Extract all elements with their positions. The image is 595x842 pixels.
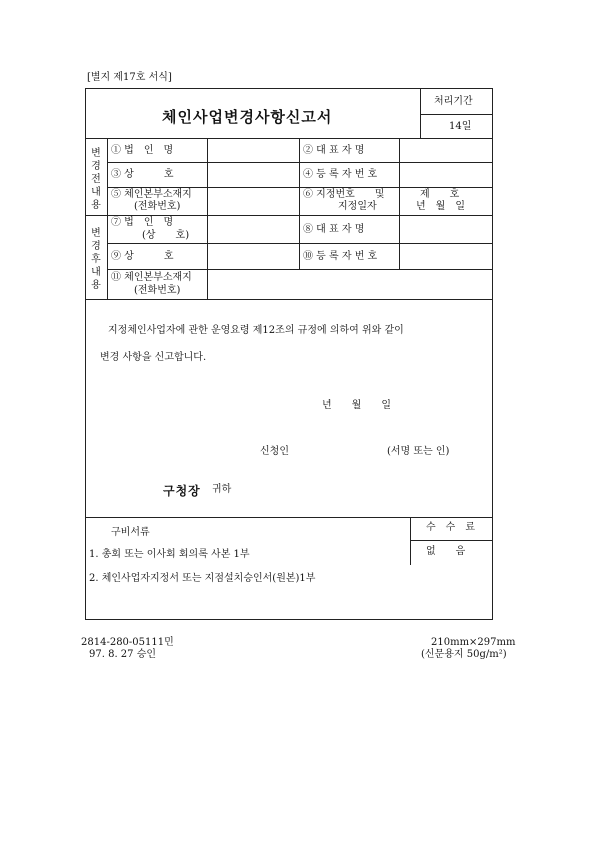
recipient-honorific: 귀하 bbox=[212, 484, 232, 495]
declaration-date: 년 월 일 bbox=[322, 400, 391, 411]
field-hq-address: ⑤ 체인본부소재지 bbox=[111, 189, 192, 200]
field-designation-date: 지정일자 bbox=[338, 201, 377, 212]
declaration-line-2: 변경 사항을 신고합니다. bbox=[100, 352, 207, 363]
fee-label: 수 수 료 bbox=[426, 522, 475, 533]
required-doc-2: 2. 체인사업자지정서 또는 지점설치승인서(원본)1부 bbox=[89, 573, 316, 584]
field-designation-number: ⑥ 지정번호 및 bbox=[303, 189, 385, 200]
processing-period-label: 처리기간 bbox=[434, 96, 473, 107]
form-number-label: [별지 제17호 서식] bbox=[87, 72, 172, 83]
processing-period-value: 14일 bbox=[449, 121, 472, 132]
field-new-hq-phone: (전화번호) bbox=[134, 285, 181, 296]
designation-date-value: 년 월 일 bbox=[416, 201, 465, 212]
field-new-trade-name: ⑨ 상 호 bbox=[111, 251, 174, 262]
applicant-label: 신청인 bbox=[260, 446, 289, 457]
paper-size: 210mm×297mm bbox=[431, 637, 516, 648]
field-hq-phone: (전화번호) bbox=[134, 201, 181, 212]
field-new-registration-number: ⑩ 등 록 자 번 호 bbox=[303, 251, 378, 262]
field-trade-name: ③ 상 호 bbox=[111, 169, 174, 180]
field-new-hq-address: ⑪ 체인본부소재지 bbox=[111, 272, 192, 283]
fee-value: 없 음 bbox=[426, 546, 466, 557]
form-title: 체인사업변경사항신고서 bbox=[162, 108, 333, 126]
declaration-line-1: 지정체인사업자에 관한 운영요령 제12조의 규정에 의하여 위와 같이 bbox=[108, 325, 404, 336]
section-before-label: 변 경 전 내 용 bbox=[91, 148, 101, 211]
field-new-trade-name-sub: (상 호) bbox=[142, 230, 190, 241]
designation-number-value: 제 호 bbox=[420, 189, 460, 200]
field-registration-number: ④ 등 록 자 번 호 bbox=[303, 169, 378, 180]
field-representative-name: ② 대 표 자 명 bbox=[303, 145, 365, 156]
field-new-representative-name: ⑧ 대 표 자 명 bbox=[303, 224, 365, 235]
form-code: 2814-280-05111민 bbox=[81, 637, 174, 648]
field-corporation-name: ① 법 인 명 bbox=[111, 145, 174, 156]
required-docs-title: 구비서류 bbox=[111, 527, 150, 538]
section-after-label: 변 경 후 내 용 bbox=[91, 228, 101, 291]
recipient-title: 구청장 bbox=[163, 484, 201, 498]
field-new-corporation-name: ⑦ 법 인 명 bbox=[111, 217, 174, 228]
signature-label: (서명 또는 인) bbox=[387, 446, 450, 457]
required-doc-1: 1. 총회 또는 이사회 회의록 사본 1부 bbox=[89, 549, 250, 560]
approval-date: 97. 8. 27 승인 bbox=[89, 649, 157, 660]
paper-spec: (신문용지 50g/m²) bbox=[421, 649, 507, 660]
